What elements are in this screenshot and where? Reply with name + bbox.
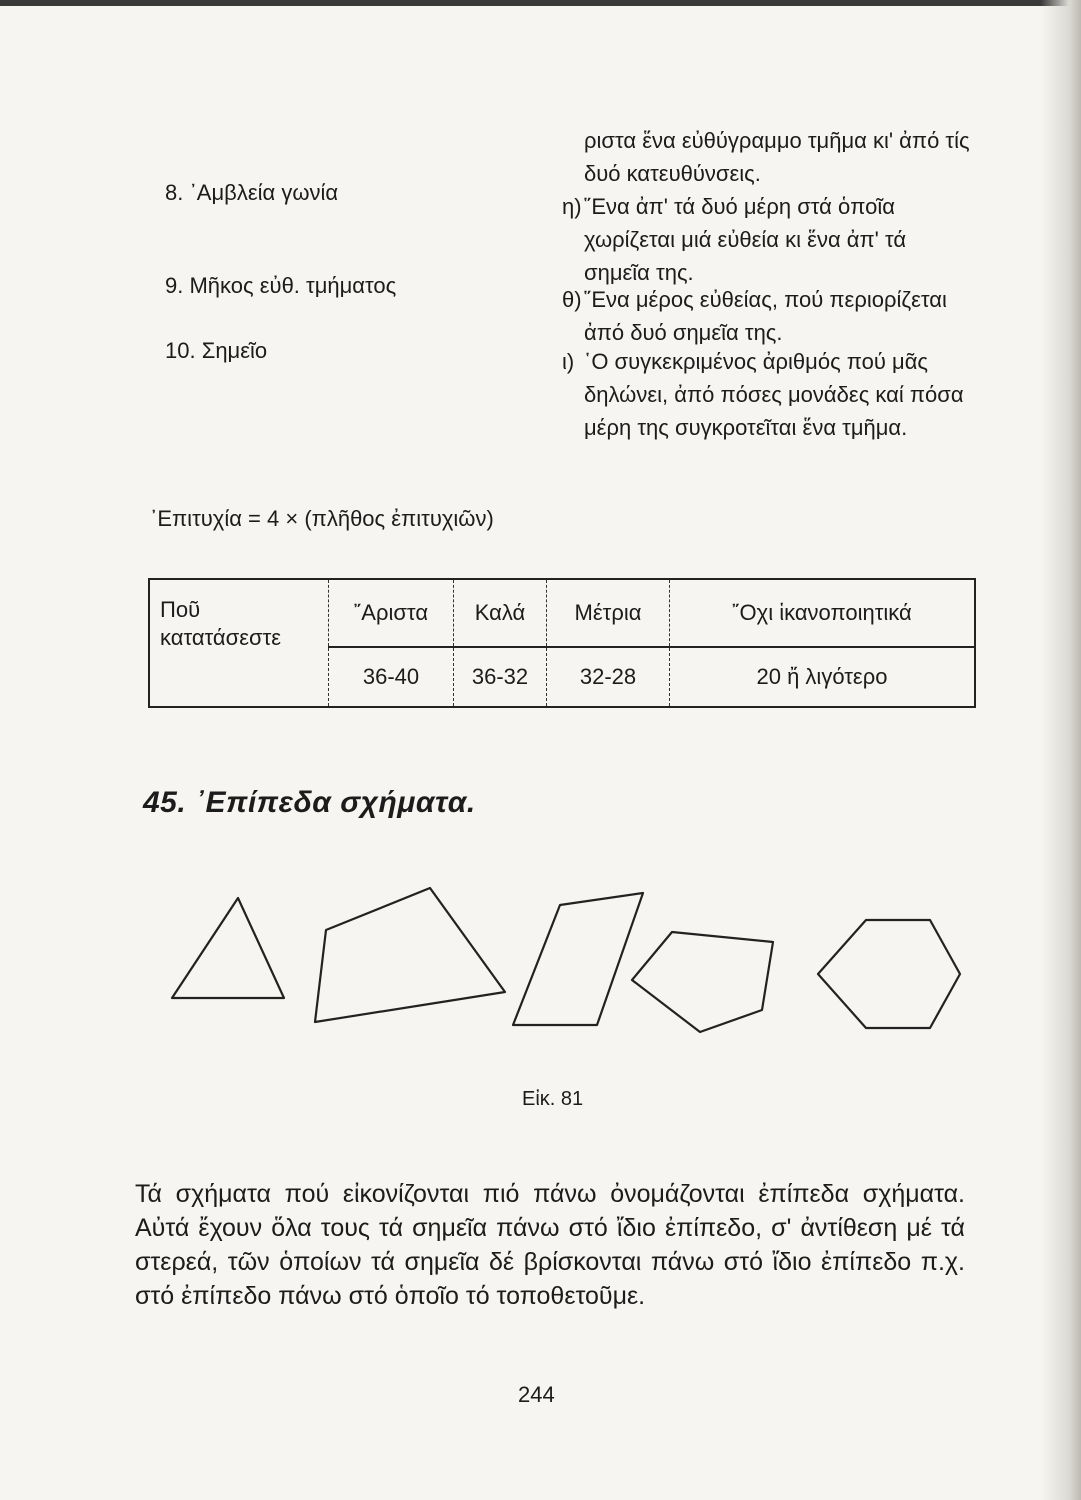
table-header-cell: ῎Οχι ἱκανοποιητικά [670,579,976,647]
right-item-label: θ) [562,287,582,312]
right-item-text: ῞Ενα μέρος εὐθείας, πού περιορίζεται ἀπό δυό σημεῖα της. [584,287,947,345]
figure-caption: Εἰκ. 81 [522,1088,584,1110]
page-number: 244 [518,1382,555,1407]
right-item-text: ῾Ο συγκεκριμένος ἀριθμός πού μᾶς δηλώνει, ἀπό πόσες μονάδες καί πόσα μέρη της συγκροτεῖται ἕνα τμῆμα. [584,349,964,440]
table-header-cell: ῎Αριστα [329,579,454,647]
table-cell: 32-28 [547,647,670,707]
right-item-label: η) [562,194,582,219]
continuation-text: ριστα ἕνα εὐθύγραμμο τμῆμα κι' ἀπό τίς δυό κατευθύνσεις. [584,128,970,186]
left-item-number: 9. [165,273,184,298]
left-item-number: 10. [165,338,196,363]
table-header-cell: Καλά [454,579,547,647]
right-item-text: ῞Ενα ἀπ' τά δυό μέρη στά ὁποῖα χωρίζεται μιά εὐθεία κι ἕνα ἀπ' τά σημεῖα της. [584,194,907,285]
left-item-number: 8. [165,180,184,205]
left-item-text: Σημεῖο [201,338,268,363]
left-item-text: Μῆκος εὐθ. τμήματος [189,273,397,298]
hexagon-icon [818,920,960,1028]
parallelogram-icon [513,893,643,1025]
left-item-text: ᾿Αμβλεία γωνία [189,180,339,205]
score-formula: ᾿Επιτυχία = 4 × (πλῆθος ἐπιτυχιῶν) [150,506,494,531]
quadrilateral-icon [315,888,505,1022]
table-row-header: Ποῦ κατατάσεστε [160,597,282,650]
section-number: 45. [143,786,187,819]
table-header-cell: Μέτρια [547,579,670,647]
table-cell: 36-40 [329,647,454,707]
table-cell: 36-32 [454,647,547,707]
pentagon-icon [632,932,773,1032]
right-item-label: ι) [562,349,575,374]
table-cell: 20 ἤ λιγότερο [670,647,976,707]
section-title-text: ᾿Επίπεδα σχήματα. [195,786,476,819]
triangle-icon [172,898,284,998]
body-paragraph: Τά σχήματα πού εἰκονίζονται πιό πάνω ὀνομάζονται ἐπίπεδα σχήματα. Αὐτά ἔχουν ὅλα τους τά σημεῖα πάνω στό ἴδιο ἐπίπεδο, σ' ἀντίθεση μέ τά στερεά, τῶν ὁποίων τά σημεῖα δέ βρίσκονται πάνω στό ἴδιο ἐπίπεδο π.χ. στό ἐπίπεδο πάνω στό ὁποῖο τό τοποθετοῦμε. [135,1180,965,1310]
